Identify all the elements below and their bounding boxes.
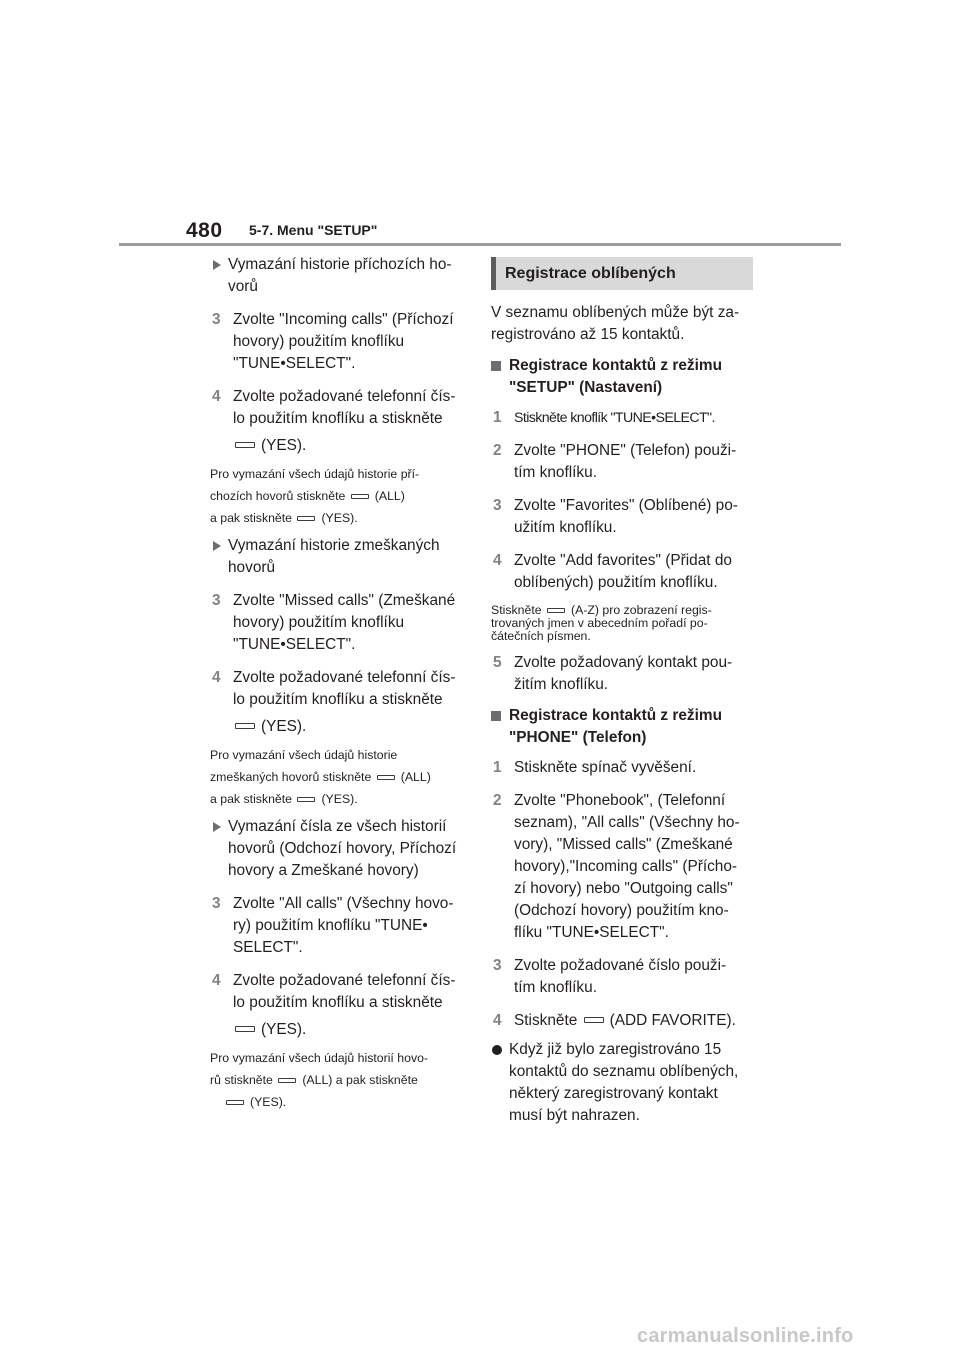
button-icon xyxy=(235,723,255,729)
yes-line: (YES). xyxy=(210,716,472,738)
button-icon xyxy=(377,775,395,780)
yes-line: (YES). xyxy=(210,435,472,457)
step-3: 3 Zvolte "All calls" (Všechny hovo- ry) použitím knoflíku "TUNE• SELECT". xyxy=(212,895,454,956)
heading-phone: Registrace kontaktů z režimu "PHONE" (Telefon) xyxy=(491,705,753,749)
triangle-bullet-icon xyxy=(213,260,221,270)
button-icon xyxy=(297,797,315,802)
button-icon xyxy=(547,608,565,613)
subsection-title-missed: Vymazání historie zmeškaných hovorů xyxy=(210,535,472,579)
subsection-title-incoming: Vymazání historie příchozích ho- vorů xyxy=(210,254,472,298)
page-number: 480 xyxy=(186,219,223,242)
square-bullet-icon xyxy=(491,711,501,721)
step-1: 1 Stiskněte knoflík "TUNE•SELECT". xyxy=(493,409,715,426)
step-3: 3 Zvolte "Incoming calls" (Příchozí hovory) použitím knoflíku "TUNE•SELECT". xyxy=(212,311,454,372)
section-title: 5-7. Menu "SETUP" xyxy=(249,222,378,238)
section-heading: Registrace oblíbených xyxy=(505,265,676,282)
step-4: 4 Stiskněte (ADD FAVORITE). xyxy=(493,1012,736,1029)
yes-line: (YES). xyxy=(210,1019,472,1041)
note: Pro vymazání všech údajů historie pří- chozích hovorů stiskněte (ALL) a pak stiskněte (YES). xyxy=(210,467,420,525)
step-1: 1 Stiskněte spínač vyvěšení. xyxy=(493,759,697,776)
button-icon xyxy=(235,442,255,448)
note: Stiskněte (A-Z) pro zobrazení regis- trovaných jmen v abecedním pořadí po- čátečních písmen. xyxy=(491,603,712,643)
triangle-bullet-icon xyxy=(213,822,221,832)
page-header xyxy=(0,0,960,250)
step-5: 5 Zvolte požadovaný kontakt pou- žitím knoflíku. xyxy=(493,654,733,693)
step-2: 2 Zvolte "PHONE" (Telefon) použi- tím knoflíku. xyxy=(493,442,737,481)
left-column xyxy=(210,250,472,1113)
button-icon xyxy=(235,1026,255,1032)
step-4: 4 Zvolte požadované telefonní čís- lo použitím knoflíku a stiskněte xyxy=(212,972,456,1011)
note: Pro vymazání všech údajů historií hovo- rů stiskněte (ALL) a pak stiskněte xyxy=(210,1051,429,1087)
subsection-title-all: Vymazání čísla ze všech historií hovorů (Odchozí hovory, Příchozí hovory a Zmeškané hovory) xyxy=(210,816,472,882)
button-icon xyxy=(226,1100,244,1105)
watermark: carmanualsonline.info xyxy=(637,1325,854,1347)
round-bullet-icon xyxy=(492,1045,502,1055)
bullet-item: Když již bylo zaregistrováno 15 kontaktů do seznamu oblíbených, některý zaregistrovaný kontakt musí být nahrazen. xyxy=(491,1039,753,1127)
button-icon xyxy=(278,1078,296,1083)
right-column xyxy=(491,250,753,1127)
button-icon xyxy=(584,1017,604,1023)
button-icon xyxy=(297,516,315,521)
section-heading-bar xyxy=(491,257,753,290)
triangle-bullet-icon xyxy=(213,541,221,551)
header-rule xyxy=(119,243,841,246)
step-2: 2 Zvolte "Phonebook", (Telefonní seznam), "All calls" (Všechny ho- vory), "Missed calls" (Zmeškané hovory),"Incoming calls" (Přícho- zí hovory) nebo "Outgoing calls" (Odchozí hovory) použitím kno- flíku "TUNE•SELECT". xyxy=(493,792,740,941)
square-bullet-icon xyxy=(491,361,501,371)
step-4: 4 Zvolte požadované telefonní čís- lo použitím knoflíku a stiskněte xyxy=(212,669,456,708)
note: Pro vymazání všech údajů historie zmeškaných hovorů stiskněte (ALL) a pak stiskněte (YES). xyxy=(210,748,431,806)
button-icon xyxy=(351,494,369,499)
intro-paragraph: V seznamu oblíbených může být za- registrováno až 15 kontaktů. xyxy=(491,304,740,343)
step-4: 4 Zvolte "Add favorites" (Přidat do oblíbených) použitím knoflíku. xyxy=(493,552,732,591)
heading-bar-accent xyxy=(491,257,496,290)
heading-setup: Registrace kontaktů z režimu "SETUP" (Nastavení) xyxy=(491,355,753,399)
step-4: 4 Zvolte požadované telefonní čís- lo použitím knoflíku a stiskněte xyxy=(212,388,456,427)
note-continued: (YES). xyxy=(210,1091,472,1113)
step-3: 3 Zvolte požadované číslo použi- tím knoflíku. xyxy=(493,957,727,996)
step-3: 3 Zvolte "Missed calls" (Zmeškané hovory) použitím knoflíku "TUNE•SELECT". xyxy=(212,592,456,653)
step-3: 3 Zvolte "Favorites" (Oblíbené) po- užitím knoflíku. xyxy=(493,497,738,536)
